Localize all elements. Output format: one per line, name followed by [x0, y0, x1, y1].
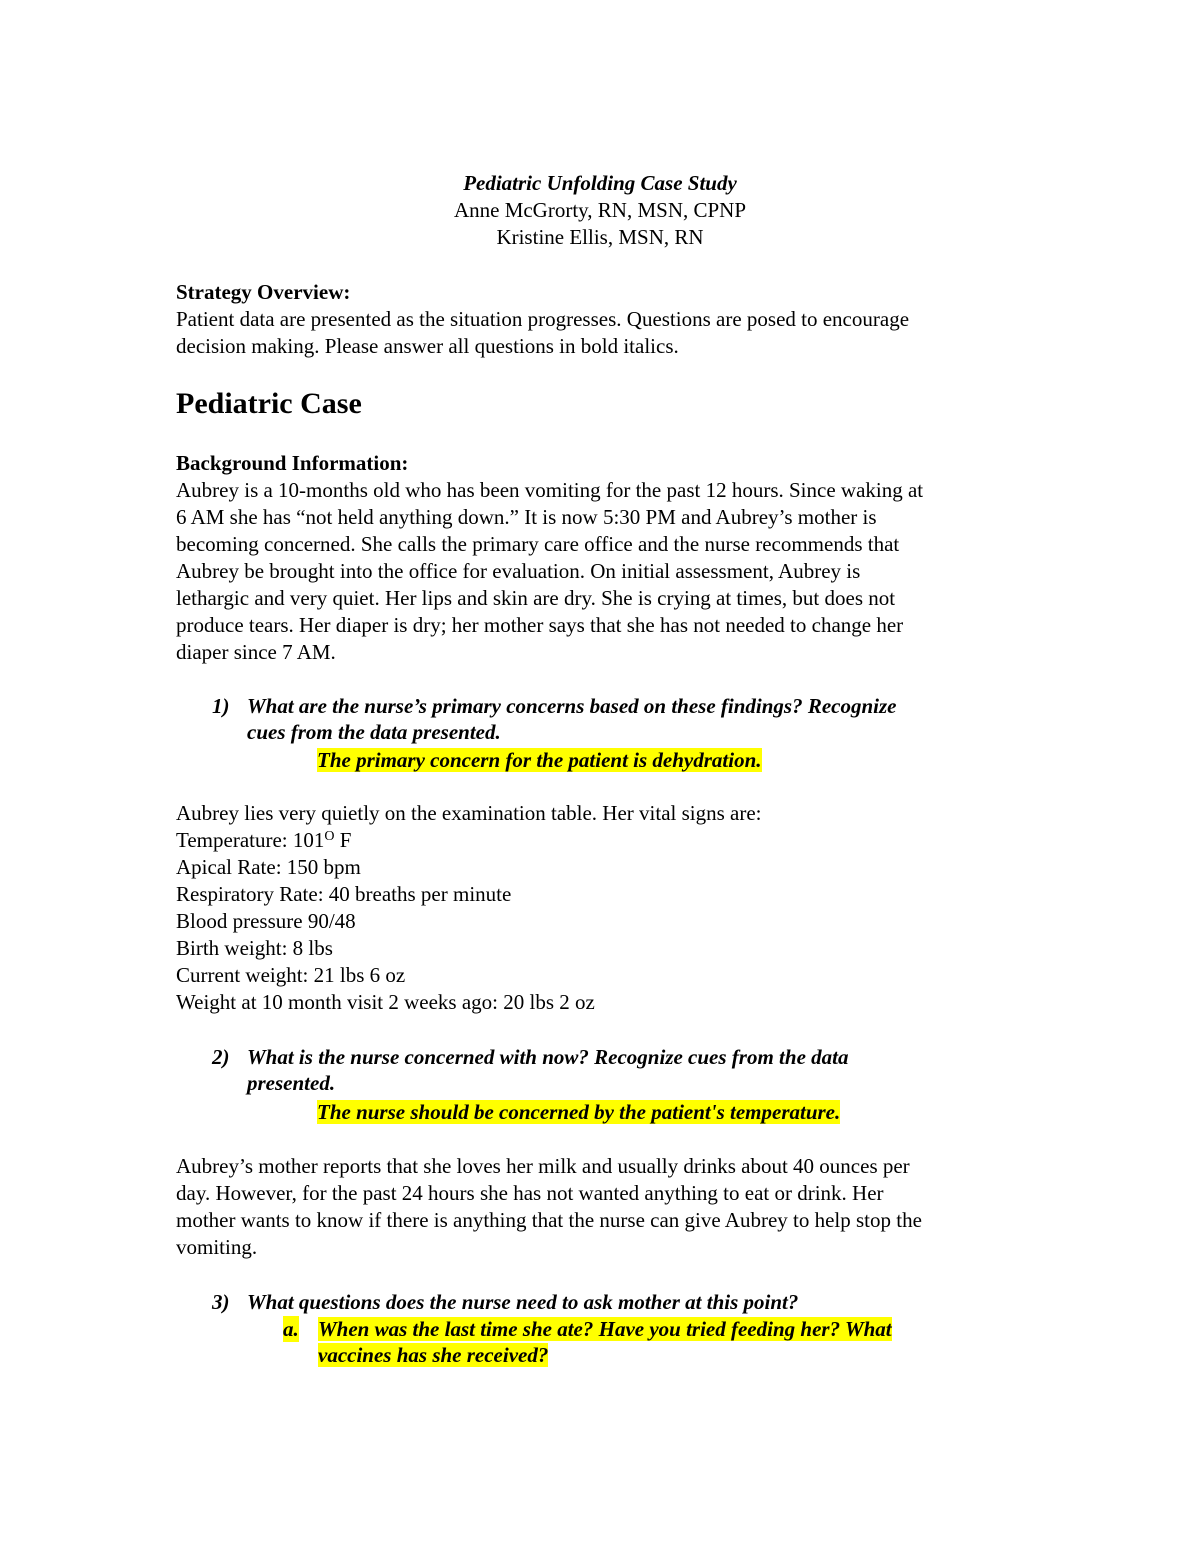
background-line: Aubrey be brought into the office for evaluation. On initial assessment, Aubrey is	[176, 559, 861, 583]
question-line: What are the nurse’s primary concerns based on these findings? Recognize	[247, 694, 897, 718]
vital-respiratory-rate: Respiratory Rate: 40 breaths per minute	[176, 882, 512, 906]
sub-answer-letter: a.	[283, 1317, 299, 1341]
feeding-line: vomiting.	[176, 1235, 258, 1259]
strategy-section	[176, 279, 1036, 360]
degree-symbol: O	[324, 829, 335, 844]
question-number: 1)	[212, 694, 230, 718]
vital-apical-rate: Apical Rate: 150 bpm	[176, 855, 361, 879]
birth-weight: Birth weight: 8 lbs	[176, 936, 333, 960]
feeding-section	[176, 1153, 1036, 1261]
vitals-intro: Aubrey lies very quietly on the examination table. Her vital signs are:	[176, 801, 762, 825]
question-number: 2)	[212, 1045, 230, 1069]
temperature-unit: F	[334, 828, 352, 852]
question-line: presented.	[247, 1071, 336, 1095]
question-3	[212, 1289, 1012, 1315]
document-header	[0, 170, 1200, 251]
feeding-line: mother wants to know if there is anything that the nurse can give Aubrey to help stop the	[176, 1208, 922, 1232]
author-line-1: Anne McGrorty, RN, MSN, CPNP	[453, 198, 747, 222]
answer-highlight: The primary concern for the patient is dehydration.	[317, 748, 762, 772]
vital-temperature	[176, 827, 1036, 854]
background-line: diaper since 7 AM.	[176, 640, 336, 664]
temperature-label: Temperature: 101	[176, 828, 325, 852]
question-2	[212, 1044, 1012, 1096]
background-heading: Background Information:	[176, 451, 409, 475]
answer-3a	[283, 1316, 1003, 1368]
vitals-section	[176, 800, 1036, 1016]
strategy-line: Patient data are presented as the situation progresses. Questions are posed to encourage	[176, 307, 910, 331]
background-line: Aubrey is a 10-months old who has been vomiting for the past 12 hours. Since waking at	[176, 478, 924, 502]
question-line: What is the nurse concerned with now? Recognize cues from the data	[247, 1045, 849, 1069]
answer-2	[317, 1099, 840, 1125]
author-line-2: Kristine Ellis, MSN, RN	[496, 225, 704, 249]
question-line: cues from the data presented.	[247, 720, 501, 744]
feeding-line: Aubrey’s mother reports that she loves her milk and usually drinks about 40 ounces per	[176, 1154, 910, 1178]
feeding-line: day. However, for the past 24 hours she has not wanted anything to eat or drink. Her	[176, 1181, 884, 1205]
question-1	[212, 693, 1012, 745]
vital-blood-pressure: Blood pressure 90/48	[176, 909, 356, 933]
prior-weight: Weight at 10 month visit 2 weeks ago: 20 lbs 2 oz	[176, 990, 595, 1014]
background-line: produce tears. Her diaper is dry; her mother says that she has not needed to change her	[176, 613, 904, 637]
background-line: becoming concerned. She calls the primary care office and the nurse recommends that	[176, 532, 900, 556]
question-number: 3)	[212, 1290, 230, 1314]
answer-highlight: The nurse should be concerned by the patient's temperature.	[317, 1100, 841, 1124]
strategy-line: decision making. Please answer all questions in bold italics.	[176, 334, 679, 358]
question-line: What questions does the nurse need to ask mother at this point?	[247, 1290, 799, 1314]
background-line: 6 AM she has “not held anything down.” It is now 5:30 PM and Aubrey’s mother is	[176, 505, 877, 529]
case-heading: Pediatric Case	[176, 387, 362, 420]
sub-answer-line: vaccines has she received?	[318, 1343, 549, 1367]
answer-1	[317, 747, 762, 773]
background-line: lethargic and very quiet. Her lips and skin are dry. She is crying at times, but does not	[176, 586, 896, 610]
background-section	[176, 450, 1036, 666]
strategy-heading: Strategy Overview:	[176, 280, 351, 304]
current-weight: Current weight: 21 lbs 6 oz	[176, 963, 406, 987]
sub-answer-line: When was the last time she ate? Have you tried feeding her? What	[318, 1317, 892, 1341]
document-title: Pediatric Unfolding Case Study	[463, 171, 737, 195]
